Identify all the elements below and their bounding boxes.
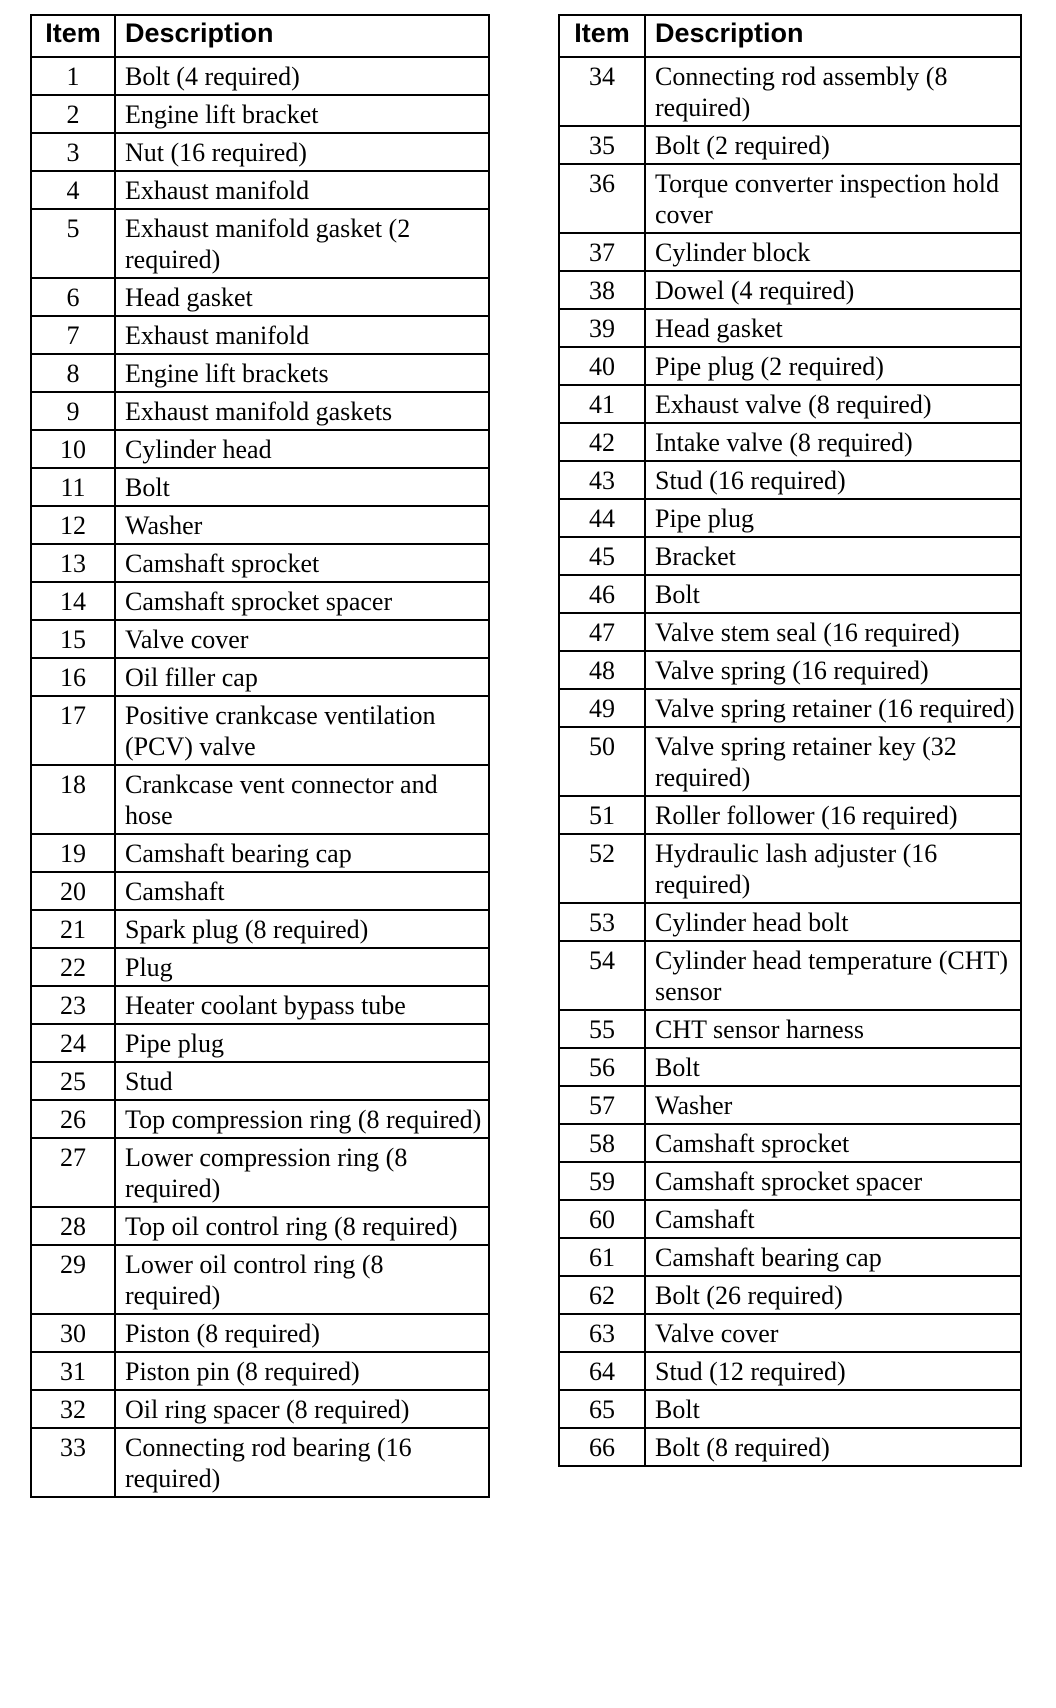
item-description: Camshaft sprocket spacer (645, 1162, 1021, 1200)
table-row (559, 57, 1021, 126)
table-row (31, 354, 489, 392)
item-description: Bolt (115, 468, 489, 506)
item-description: Cylinder head temperature (CHT) sensor (645, 941, 1021, 1010)
item-number: 5 (31, 209, 115, 278)
table-row (559, 461, 1021, 499)
item-description: Bolt (645, 1048, 1021, 1086)
table-row (559, 1314, 1021, 1352)
item-number: 33 (31, 1428, 115, 1497)
item-number: 53 (559, 903, 645, 941)
item-description: Engine lift brackets (115, 354, 489, 392)
item-number: 19 (31, 834, 115, 872)
item-description: CHT sensor harness (645, 1010, 1021, 1048)
table-row (31, 696, 489, 765)
item-description: Positive crankcase ventilation (PCV) valve (115, 696, 489, 765)
item-number: 32 (31, 1390, 115, 1428)
item-description: Stud (16 required) (645, 461, 1021, 499)
item-description: Bolt (645, 1390, 1021, 1428)
item-description: Cylinder head (115, 430, 489, 468)
item-description: Oil ring spacer (8 required) (115, 1390, 489, 1428)
table-row (559, 164, 1021, 233)
item-number: 62 (559, 1276, 645, 1314)
item-description: Lower compression ring (8 required) (115, 1138, 489, 1207)
table-row (31, 765, 489, 834)
item-number: 57 (559, 1086, 645, 1124)
item-description: Valve cover (645, 1314, 1021, 1352)
item-description: Pipe plug (645, 499, 1021, 537)
table-row (31, 910, 489, 948)
item-description: Bolt (26 required) (645, 1276, 1021, 1314)
item-number: 30 (31, 1314, 115, 1352)
item-number: 50 (559, 727, 645, 796)
item-description: Pipe plug (115, 1024, 489, 1062)
table-row (31, 171, 489, 209)
table-row (559, 309, 1021, 347)
item-number: 41 (559, 385, 645, 423)
item-description: Cylinder block (645, 233, 1021, 271)
table-row (31, 834, 489, 872)
table-row (559, 796, 1021, 834)
item-number: 42 (559, 423, 645, 461)
item-description: Oil filler cap (115, 658, 489, 696)
table-row (31, 1428, 489, 1497)
table-row (559, 651, 1021, 689)
table-row (31, 544, 489, 582)
table-row (559, 613, 1021, 651)
header-row (559, 15, 1021, 57)
item-description: Connecting rod assembly (8 required) (645, 57, 1021, 126)
item-description: Plug (115, 948, 489, 986)
item-number: 43 (559, 461, 645, 499)
item-description: Camshaft (115, 872, 489, 910)
item-number: 48 (559, 651, 645, 689)
table-row (31, 948, 489, 986)
item-description: Exhaust manifold (115, 316, 489, 354)
item-number: 36 (559, 164, 645, 233)
item-description: Stud (12 required) (645, 1352, 1021, 1390)
item-description: Camshaft sprocket spacer (115, 582, 489, 620)
table-row (31, 1390, 489, 1428)
item-number: 8 (31, 354, 115, 392)
item-description: Piston pin (8 required) (115, 1352, 489, 1390)
item-description: Torque converter inspection hold cover (645, 164, 1021, 233)
parts-table-right (558, 14, 1022, 1467)
parts-rows-left (31, 57, 489, 1497)
table-row (559, 689, 1021, 727)
table-row (559, 903, 1021, 941)
item-number: 44 (559, 499, 645, 537)
description-column-header: Description (115, 15, 489, 57)
item-number: 27 (31, 1138, 115, 1207)
item-number: 65 (559, 1390, 645, 1428)
item-number: 29 (31, 1245, 115, 1314)
item-number: 38 (559, 271, 645, 309)
item-number: 46 (559, 575, 645, 613)
table-row (31, 316, 489, 354)
item-description: Connecting rod bearing (16 required) (115, 1428, 489, 1497)
table-row (31, 582, 489, 620)
table-row (31, 1024, 489, 1062)
item-description: Camshaft sprocket (115, 544, 489, 582)
item-number: 49 (559, 689, 645, 727)
item-description: Heater coolant bypass tube (115, 986, 489, 1024)
item-description: Exhaust manifold (115, 171, 489, 209)
item-description: Camshaft sprocket (645, 1124, 1021, 1162)
item-number: 13 (31, 544, 115, 582)
item-description: Washer (645, 1086, 1021, 1124)
item-number: 20 (31, 872, 115, 910)
table-row (559, 385, 1021, 423)
table-row (31, 506, 489, 544)
item-description: Top compression ring (8 required) (115, 1100, 489, 1138)
item-description: Bolt (2 required) (645, 126, 1021, 164)
item-number: 54 (559, 941, 645, 1010)
table-row (559, 1428, 1021, 1466)
item-description: Exhaust manifold gaskets (115, 392, 489, 430)
item-number: 9 (31, 392, 115, 430)
table-row (31, 872, 489, 910)
table-row (31, 468, 489, 506)
item-description: Lower oil control ring (8 required) (115, 1245, 489, 1314)
item-description: Camshaft (645, 1200, 1021, 1238)
table-row (559, 499, 1021, 537)
table-row (31, 1245, 489, 1314)
table-row (559, 1048, 1021, 1086)
table-row (559, 1200, 1021, 1238)
item-description: Crankcase vent connector and hose (115, 765, 489, 834)
table-row (31, 986, 489, 1024)
table-row (31, 430, 489, 468)
item-number: 52 (559, 834, 645, 903)
table-row (559, 575, 1021, 613)
item-number: 63 (559, 1314, 645, 1352)
item-description: Bolt (645, 575, 1021, 613)
item-description: Roller follower (16 required) (645, 796, 1021, 834)
item-number: 15 (31, 620, 115, 658)
item-description: Top oil control ring (8 required) (115, 1207, 489, 1245)
item-number: 4 (31, 171, 115, 209)
item-number: 21 (31, 910, 115, 948)
parts-table-left (30, 14, 490, 1498)
item-description: Valve stem seal (16 required) (645, 613, 1021, 651)
item-number: 58 (559, 1124, 645, 1162)
item-description: Spark plug (8 required) (115, 910, 489, 948)
description-column-header: Description (645, 15, 1021, 57)
item-number: 6 (31, 278, 115, 316)
table-row (559, 271, 1021, 309)
table-row (559, 1238, 1021, 1276)
item-number: 39 (559, 309, 645, 347)
item-number: 60 (559, 1200, 645, 1238)
table-row (31, 1062, 489, 1100)
item-number: 28 (31, 1207, 115, 1245)
table-row (31, 392, 489, 430)
item-description: Exhaust manifold gasket (2 required) (115, 209, 489, 278)
item-description: Camshaft bearing cap (645, 1238, 1021, 1276)
table-row (31, 1100, 489, 1138)
table-row (31, 1352, 489, 1390)
item-description: Valve cover (115, 620, 489, 658)
item-description: Cylinder head bolt (645, 903, 1021, 941)
item-number: 1 (31, 57, 115, 95)
item-number: 47 (559, 613, 645, 651)
table-row (559, 1390, 1021, 1428)
item-number: 56 (559, 1048, 645, 1086)
item-number: 25 (31, 1062, 115, 1100)
item-description: Camshaft bearing cap (115, 834, 489, 872)
item-number: 16 (31, 658, 115, 696)
table-row (31, 1207, 489, 1245)
item-number: 66 (559, 1428, 645, 1466)
table-row (559, 727, 1021, 796)
item-description: Pipe plug (2 required) (645, 347, 1021, 385)
item-number: 11 (31, 468, 115, 506)
item-description: Bracket (645, 537, 1021, 575)
item-description: Dowel (4 required) (645, 271, 1021, 309)
item-description: Exhaust valve (8 required) (645, 385, 1021, 423)
table-row (31, 620, 489, 658)
table-row (31, 1138, 489, 1207)
table-row (559, 1124, 1021, 1162)
item-number: 23 (31, 986, 115, 1024)
table-row (559, 1086, 1021, 1124)
item-number: 10 (31, 430, 115, 468)
table-row (31, 209, 489, 278)
item-number: 3 (31, 133, 115, 171)
item-column-header: Item (559, 15, 645, 57)
item-number: 17 (31, 696, 115, 765)
item-number: 12 (31, 506, 115, 544)
item-description: Washer (115, 506, 489, 544)
item-number: 18 (31, 765, 115, 834)
item-number: 14 (31, 582, 115, 620)
table-row (559, 834, 1021, 903)
table-row (559, 537, 1021, 575)
item-description: Intake valve (8 required) (645, 423, 1021, 461)
item-number: 34 (559, 57, 645, 126)
item-description: Engine lift bracket (115, 95, 489, 133)
item-description: Head gasket (645, 309, 1021, 347)
item-number: 35 (559, 126, 645, 164)
item-number: 26 (31, 1100, 115, 1138)
item-description: Stud (115, 1062, 489, 1100)
table-row (559, 1010, 1021, 1048)
item-number: 2 (31, 95, 115, 133)
table-row (31, 133, 489, 171)
item-description: Valve spring (16 required) (645, 651, 1021, 689)
item-description: Valve spring retainer (16 required) (645, 689, 1021, 727)
table-row (31, 278, 489, 316)
table-row (31, 658, 489, 696)
item-number: 61 (559, 1238, 645, 1276)
item-number: 7 (31, 316, 115, 354)
item-number: 22 (31, 948, 115, 986)
header-row (31, 15, 489, 57)
item-description: Bolt (8 required) (645, 1428, 1021, 1466)
item-number: 40 (559, 347, 645, 385)
table-row (31, 57, 489, 95)
table-row (559, 941, 1021, 1010)
item-description: Valve spring retainer key (32 required) (645, 727, 1021, 796)
table-row (31, 95, 489, 133)
table-row (559, 1276, 1021, 1314)
table-row (559, 233, 1021, 271)
item-number: 51 (559, 796, 645, 834)
table-row (559, 423, 1021, 461)
table-row (559, 1162, 1021, 1200)
item-number: 55 (559, 1010, 645, 1048)
table-row (31, 1314, 489, 1352)
parts-rows-right (559, 57, 1021, 1466)
item-description: Hydraulic lash adjuster (16 required) (645, 834, 1021, 903)
item-description: Piston (8 required) (115, 1314, 489, 1352)
item-number: 64 (559, 1352, 645, 1390)
item-column-header: Item (31, 15, 115, 57)
item-description: Nut (16 required) (115, 133, 489, 171)
table-row (559, 1352, 1021, 1390)
item-number: 45 (559, 537, 645, 575)
item-number: 59 (559, 1162, 645, 1200)
table-row (559, 347, 1021, 385)
item-number: 24 (31, 1024, 115, 1062)
table-row (559, 126, 1021, 164)
item-description: Bolt (4 required) (115, 57, 489, 95)
item-number: 31 (31, 1352, 115, 1390)
item-description: Head gasket (115, 278, 489, 316)
item-number: 37 (559, 233, 645, 271)
